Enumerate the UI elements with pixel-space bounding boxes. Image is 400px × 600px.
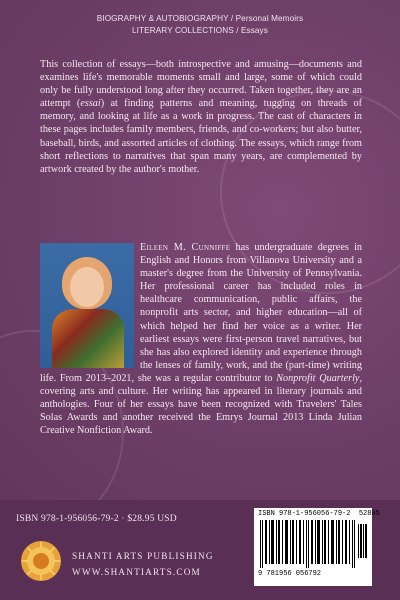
barcode-isbn-text: ISBN 978-1-956056-79-2 — [258, 510, 351, 518]
description-emphasis: essai — [80, 98, 101, 110]
barcode-number: 9 781956 056792 — [258, 570, 322, 578]
barcode — [254, 508, 380, 586]
description-text: This collection of essays—both introspective and amusing—documents and examines life's memorable moments small and large, some of which could only be fully understood long after they occurred. Taken together, they are an attempt ( — [40, 59, 362, 110]
barcode-isbn — [258, 510, 380, 518]
bio-text: has undergraduate degrees in English and Honors from Villanova University and a master's degree from the University of Pennsylvania. Her professional career has included roles in healthcare communication, public affairs, the nonprofit arts sector, and higher education—all of which helped her find her voice as a writer. Her earliest essays were first-person travel narratives, but she has also explored identity and experience through the lenses of family, work, and the (part-time) writing life. From 2013–2021, she was a regular contributor to — [40, 242, 362, 384]
description-text: ) at finding patterns and meaning, tugging on threads of memory, and looking at life as a work in progress. The cast of characters in these pages includes family members, friends, and co-workers; but also butter, baseball, birds, and assorted articles of clothing. The essays, which range from short reflections to narratives that span many years, are complemented by artwork created by the author's mother. — [40, 98, 363, 175]
publication-name: Nonprofit Quarterly — [276, 372, 360, 384]
category-line-2: LITERARY COLLECTIONS / Essays — [132, 26, 268, 35]
publisher-website: WWW.SHANTIARTS.COM — [72, 567, 201, 577]
isbn-price: ISBN 978-1-956056-79-2 · $28.95 USD — [16, 514, 177, 524]
photo-spacer — [40, 241, 140, 371]
author-bio — [40, 241, 362, 437]
barcode-bars-icon — [258, 520, 368, 568]
book-description — [40, 58, 362, 176]
barcode-price-code: 52895 — [358, 510, 380, 518]
publisher-logo-icon — [20, 540, 62, 582]
publisher-name: SHANTI ARTS PUBLISHING — [72, 551, 214, 561]
author-name: Eileen M. Cunniffe — [140, 242, 231, 253]
category-line-1: BIOGRAPHY & AUTOBIOGRAPHY / Personal Memoirs — [96, 14, 304, 23]
bio-text: , covering arts and culture. Her writing has appeared in literary journals and anthologies. Four of her essays have been recognized with Travelers' Tales Solas Awards and another received the Emrys Journal 2013 Linda Julian Creative Nonfiction Award. — [40, 372, 362, 437]
